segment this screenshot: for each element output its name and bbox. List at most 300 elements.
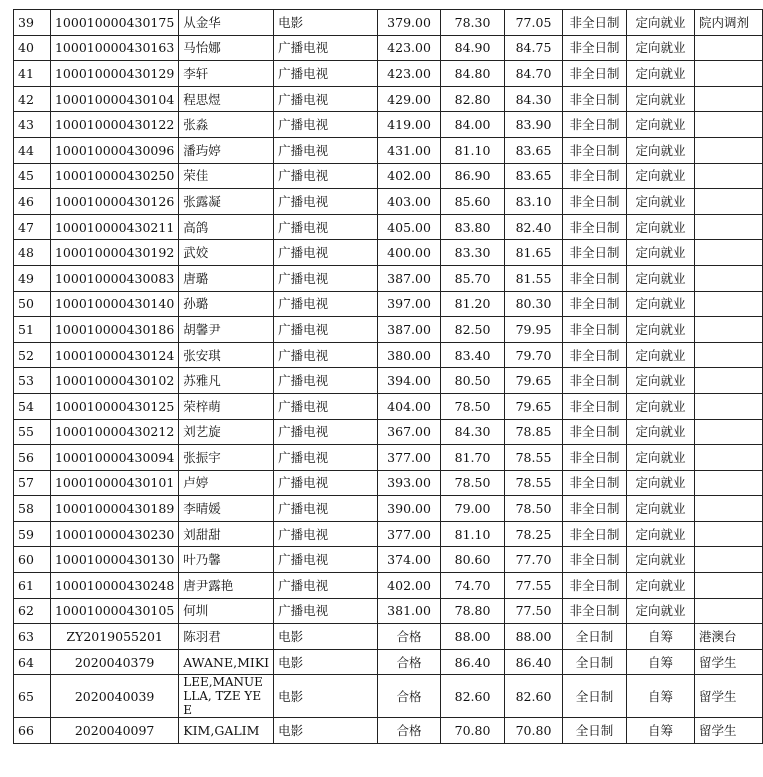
study-type-cell: 全日制 [563, 718, 627, 744]
candidate-id-cell: 100010000430186 [50, 317, 178, 343]
table-row [14, 35, 763, 61]
study-type-cell: 非全日制 [563, 598, 627, 624]
retest-score-cell: 86.90 [441, 163, 505, 189]
total-score-cell: 79.70 [505, 342, 563, 368]
candidate-name-cell: 武姣 [179, 240, 274, 266]
retest-score-cell: 81.10 [441, 521, 505, 547]
total-score-cell: 83.90 [505, 112, 563, 138]
enrollment-plan-cell: 自筹 [626, 649, 694, 675]
enrollment-plan-cell: 定向就业 [626, 445, 694, 471]
enrollment-plan-cell: 定向就业 [626, 393, 694, 419]
row-number-cell: 52 [14, 342, 51, 368]
study-type-cell: 非全日制 [563, 61, 627, 87]
total-score-cell: 84.70 [505, 61, 563, 87]
total-score-cell: 77.05 [505, 10, 563, 36]
enrollment-plan-cell: 自筹 [626, 624, 694, 650]
candidate-id-cell: ZY2019055201 [50, 624, 178, 650]
total-score-cell: 78.25 [505, 521, 563, 547]
row-number-cell: 45 [14, 163, 51, 189]
retest-score-cell: 82.50 [441, 317, 505, 343]
study-type-cell: 非全日制 [563, 112, 627, 138]
candidate-name-cell: 张淼 [179, 112, 274, 138]
candidate-name-cell: 苏雅凡 [179, 368, 274, 394]
study-type-cell: 非全日制 [563, 265, 627, 291]
table-row [14, 675, 763, 718]
table-row [14, 496, 763, 522]
retest-score-cell: 84.80 [441, 61, 505, 87]
major-cell: 广播电视 [274, 470, 378, 496]
initial-score-cell: 404.00 [378, 393, 441, 419]
major-cell: 电影 [274, 649, 378, 675]
remark-cell: 港澳台 [694, 624, 762, 650]
row-number-cell: 41 [14, 61, 51, 87]
study-type-cell: 全日制 [563, 649, 627, 675]
table-row [14, 573, 763, 599]
row-number-cell: 56 [14, 445, 51, 471]
candidate-name-cell: 何圳 [179, 598, 274, 624]
retest-score-cell: 83.30 [441, 240, 505, 266]
major-cell: 广播电视 [274, 573, 378, 599]
table-row [14, 112, 763, 138]
enrollment-plan-cell: 定向就业 [626, 214, 694, 240]
row-number-cell: 59 [14, 521, 51, 547]
study-type-cell: 非全日制 [563, 342, 627, 368]
study-type-cell: 非全日制 [563, 10, 627, 36]
table-row [14, 10, 763, 36]
major-cell: 广播电视 [274, 521, 378, 547]
candidate-id-cell: 100010000430126 [50, 189, 178, 215]
total-score-cell: 80.30 [505, 291, 563, 317]
remark-cell [694, 189, 762, 215]
remark-cell: 留学生 [694, 675, 762, 718]
enrollment-plan-cell: 定向就业 [626, 240, 694, 266]
row-number-cell: 44 [14, 137, 51, 163]
study-type-cell: 非全日制 [563, 137, 627, 163]
enrollment-plan-cell: 自筹 [626, 675, 694, 718]
major-cell: 广播电视 [274, 291, 378, 317]
enrollment-plan-cell: 定向就业 [626, 573, 694, 599]
initial-score-cell: 380.00 [378, 342, 441, 368]
candidate-name-cell: 张安琪 [179, 342, 274, 368]
major-cell: 广播电视 [274, 86, 378, 112]
row-number-cell: 49 [14, 265, 51, 291]
major-cell: 广播电视 [274, 445, 378, 471]
total-score-cell: 77.50 [505, 598, 563, 624]
enrollment-plan-cell: 定向就业 [626, 317, 694, 343]
initial-score-cell: 377.00 [378, 521, 441, 547]
study-type-cell: 非全日制 [563, 419, 627, 445]
remark-cell [694, 61, 762, 87]
study-type-cell: 非全日制 [563, 35, 627, 61]
total-score-cell: 83.10 [505, 189, 563, 215]
enrollment-plan-cell: 定向就业 [626, 10, 694, 36]
enrollment-plan-cell: 定向就业 [626, 189, 694, 215]
total-score-cell: 79.65 [505, 368, 563, 394]
row-number-cell: 46 [14, 189, 51, 215]
retest-score-cell: 84.00 [441, 112, 505, 138]
enrollment-plan-cell: 定向就业 [626, 342, 694, 368]
major-cell: 电影 [274, 10, 378, 36]
table-row [14, 624, 763, 650]
initial-score-cell: 403.00 [378, 189, 441, 215]
candidate-name-cell: 潘玙婷 [179, 137, 274, 163]
candidate-id-cell: 100010000430105 [50, 598, 178, 624]
total-score-cell: 83.65 [505, 137, 563, 163]
retest-score-cell: 81.10 [441, 137, 505, 163]
total-score-cell: 84.30 [505, 86, 563, 112]
row-number-cell: 47 [14, 214, 51, 240]
retest-score-cell: 78.30 [441, 10, 505, 36]
candidate-id-cell: 100010000430189 [50, 496, 178, 522]
enrollment-plan-cell: 定向就业 [626, 137, 694, 163]
major-cell: 广播电视 [274, 547, 378, 573]
retest-score-cell: 74.70 [441, 573, 505, 599]
retest-score-cell: 88.00 [441, 624, 505, 650]
candidate-name-cell: 从金华 [179, 10, 274, 36]
candidate-name-cell: 刘甜甜 [179, 521, 274, 547]
candidate-id-cell: 100010000430192 [50, 240, 178, 266]
total-score-cell: 82.60 [505, 675, 563, 718]
retest-score-cell: 84.90 [441, 35, 505, 61]
study-type-cell: 非全日制 [563, 163, 627, 189]
remark-cell [694, 265, 762, 291]
table-row [14, 598, 763, 624]
candidate-name-cell: 孙璐 [179, 291, 274, 317]
table-row [14, 189, 763, 215]
major-cell: 广播电视 [274, 163, 378, 189]
row-number-cell: 63 [14, 624, 51, 650]
total-score-cell: 79.65 [505, 393, 563, 419]
table-row [14, 547, 763, 573]
retest-score-cell: 83.40 [441, 342, 505, 368]
row-number-cell: 50 [14, 291, 51, 317]
total-score-cell: 78.85 [505, 419, 563, 445]
enrollment-plan-cell: 自筹 [626, 718, 694, 744]
major-cell: 广播电视 [274, 598, 378, 624]
total-score-cell: 77.55 [505, 573, 563, 599]
results-table-container [13, 9, 763, 744]
row-number-cell: 53 [14, 368, 51, 394]
major-cell: 广播电视 [274, 342, 378, 368]
retest-score-cell: 80.60 [441, 547, 505, 573]
major-cell: 电影 [274, 718, 378, 744]
initial-score-cell: 400.00 [378, 240, 441, 266]
results-table [13, 9, 763, 744]
remark-cell: 留学生 [694, 718, 762, 744]
candidate-name-cell: 李晴媛 [179, 496, 274, 522]
enrollment-plan-cell: 定向就业 [626, 496, 694, 522]
candidate-id-cell: 2020040379 [50, 649, 178, 675]
major-cell: 广播电视 [274, 112, 378, 138]
total-score-cell: 79.95 [505, 317, 563, 343]
retest-score-cell: 70.80 [441, 718, 505, 744]
enrollment-plan-cell: 定向就业 [626, 470, 694, 496]
row-number-cell: 58 [14, 496, 51, 522]
row-number-cell: 66 [14, 718, 51, 744]
retest-score-cell: 82.80 [441, 86, 505, 112]
retest-score-cell: 78.80 [441, 598, 505, 624]
row-number-cell: 54 [14, 393, 51, 419]
initial-score-cell: 387.00 [378, 265, 441, 291]
candidate-name-cell: 高鸽 [179, 214, 274, 240]
candidate-name-cell: 李轩 [179, 61, 274, 87]
candidate-id-cell: 100010000430211 [50, 214, 178, 240]
retest-score-cell: 80.50 [441, 368, 505, 394]
initial-score-cell: 387.00 [378, 317, 441, 343]
table-row [14, 265, 763, 291]
remark-cell [694, 547, 762, 573]
initial-score-cell: 397.00 [378, 291, 441, 317]
retest-score-cell: 79.00 [441, 496, 505, 522]
retest-score-cell: 78.50 [441, 470, 505, 496]
initial-score-cell: 402.00 [378, 163, 441, 189]
major-cell: 广播电视 [274, 419, 378, 445]
enrollment-plan-cell: 定向就业 [626, 368, 694, 394]
retest-score-cell: 85.60 [441, 189, 505, 215]
study-type-cell: 全日制 [563, 624, 627, 650]
major-cell: 广播电视 [274, 240, 378, 266]
table-row [14, 163, 763, 189]
retest-score-cell: 83.80 [441, 214, 505, 240]
major-cell: 广播电视 [274, 61, 378, 87]
enrollment-plan-cell: 定向就业 [626, 163, 694, 189]
candidate-name-cell: 唐尹露艳 [179, 573, 274, 599]
initial-score-cell: 379.00 [378, 10, 441, 36]
initial-score-cell: 419.00 [378, 112, 441, 138]
table-row [14, 86, 763, 112]
candidate-id-cell: 100010000430129 [50, 61, 178, 87]
initial-score-cell: 合格 [378, 624, 441, 650]
remark-cell [694, 35, 762, 61]
remark-cell [694, 291, 762, 317]
table-row [14, 521, 763, 547]
candidate-id-cell: 100010000430140 [50, 291, 178, 317]
major-cell: 电影 [274, 675, 378, 718]
candidate-name-cell: 荣佳 [179, 163, 274, 189]
candidate-id-cell: 100010000430122 [50, 112, 178, 138]
table-row [14, 393, 763, 419]
table-row [14, 342, 763, 368]
major-cell: 广播电视 [274, 137, 378, 163]
study-type-cell: 非全日制 [563, 547, 627, 573]
candidate-id-cell: 100010000430163 [50, 35, 178, 61]
row-number-cell: 42 [14, 86, 51, 112]
initial-score-cell: 431.00 [378, 137, 441, 163]
remark-cell [694, 496, 762, 522]
total-score-cell: 83.65 [505, 163, 563, 189]
major-cell: 广播电视 [274, 214, 378, 240]
study-type-cell: 非全日制 [563, 393, 627, 419]
study-type-cell: 非全日制 [563, 368, 627, 394]
initial-score-cell: 423.00 [378, 61, 441, 87]
table-row [14, 61, 763, 87]
remark-cell [694, 573, 762, 599]
candidate-name-cell: 张露凝 [179, 189, 274, 215]
total-score-cell: 84.75 [505, 35, 563, 61]
remark-cell [694, 342, 762, 368]
retest-score-cell: 85.70 [441, 265, 505, 291]
table-row [14, 470, 763, 496]
remark-cell: 院内调剂 [694, 10, 762, 36]
retest-score-cell: 84.30 [441, 419, 505, 445]
remark-cell: 留学生 [694, 649, 762, 675]
candidate-name-cell: 叶乃馨 [179, 547, 274, 573]
remark-cell [694, 598, 762, 624]
remark-cell [694, 137, 762, 163]
initial-score-cell: 393.00 [378, 470, 441, 496]
enrollment-plan-cell: 定向就业 [626, 598, 694, 624]
enrollment-plan-cell: 定向就业 [626, 265, 694, 291]
retest-score-cell: 78.50 [441, 393, 505, 419]
total-score-cell: 78.55 [505, 470, 563, 496]
enrollment-plan-cell: 定向就业 [626, 35, 694, 61]
candidate-name-cell: 刘艺旋 [179, 419, 274, 445]
row-number-cell: 65 [14, 675, 51, 718]
remark-cell [694, 214, 762, 240]
initial-score-cell: 合格 [378, 675, 441, 718]
candidate-name-cell: LEE,MANUELLA, TZE YEE [179, 675, 274, 718]
candidate-id-cell: 100010000430104 [50, 86, 178, 112]
candidate-id-cell: 100010000430096 [50, 137, 178, 163]
candidate-id-cell: 100010000430230 [50, 521, 178, 547]
row-number-cell: 43 [14, 112, 51, 138]
candidate-id-cell: 100010000430125 [50, 393, 178, 419]
total-score-cell: 82.40 [505, 214, 563, 240]
table-body [14, 10, 763, 744]
remark-cell [694, 163, 762, 189]
row-number-cell: 61 [14, 573, 51, 599]
table-row [14, 214, 763, 240]
initial-score-cell: 367.00 [378, 419, 441, 445]
candidate-id-cell: 100010000430094 [50, 445, 178, 471]
row-number-cell: 39 [14, 10, 51, 36]
major-cell: 广播电视 [274, 368, 378, 394]
row-number-cell: 51 [14, 317, 51, 343]
table-row [14, 317, 763, 343]
row-number-cell: 62 [14, 598, 51, 624]
enrollment-plan-cell: 定向就业 [626, 547, 694, 573]
study-type-cell: 非全日制 [563, 470, 627, 496]
enrollment-plan-cell: 定向就业 [626, 291, 694, 317]
retest-score-cell: 82.60 [441, 675, 505, 718]
study-type-cell: 非全日制 [563, 86, 627, 112]
table-row [14, 240, 763, 266]
candidate-name-cell: 卢婷 [179, 470, 274, 496]
row-number-cell: 57 [14, 470, 51, 496]
initial-score-cell: 405.00 [378, 214, 441, 240]
initial-score-cell: 合格 [378, 718, 441, 744]
candidate-id-cell: 100010000430101 [50, 470, 178, 496]
study-type-cell: 非全日制 [563, 214, 627, 240]
remark-cell [694, 393, 762, 419]
candidate-id-cell: 100010000430175 [50, 10, 178, 36]
retest-score-cell: 86.40 [441, 649, 505, 675]
enrollment-plan-cell: 定向就业 [626, 112, 694, 138]
retest-score-cell: 81.70 [441, 445, 505, 471]
remark-cell [694, 240, 762, 266]
candidate-name-cell: 荣梓萌 [179, 393, 274, 419]
table-row [14, 137, 763, 163]
major-cell: 广播电视 [274, 189, 378, 215]
initial-score-cell: 381.00 [378, 598, 441, 624]
candidate-id-cell: 100010000430102 [50, 368, 178, 394]
table-row [14, 368, 763, 394]
row-number-cell: 48 [14, 240, 51, 266]
candidate-id-cell: 2020040097 [50, 718, 178, 744]
total-score-cell: 81.65 [505, 240, 563, 266]
enrollment-plan-cell: 定向就业 [626, 86, 694, 112]
initial-score-cell: 390.00 [378, 496, 441, 522]
major-cell: 广播电视 [274, 35, 378, 61]
row-number-cell: 64 [14, 649, 51, 675]
row-number-cell: 40 [14, 35, 51, 61]
remark-cell [694, 521, 762, 547]
study-type-cell: 非全日制 [563, 240, 627, 266]
study-type-cell: 非全日制 [563, 317, 627, 343]
major-cell: 广播电视 [274, 317, 378, 343]
study-type-cell: 非全日制 [563, 189, 627, 215]
candidate-name-cell: 张振宇 [179, 445, 274, 471]
study-type-cell: 非全日制 [563, 573, 627, 599]
candidate-name-cell: 马怡娜 [179, 35, 274, 61]
candidate-id-cell: 100010000430124 [50, 342, 178, 368]
remark-cell [694, 112, 762, 138]
total-score-cell: 77.70 [505, 547, 563, 573]
table-row [14, 291, 763, 317]
table-row [14, 649, 763, 675]
initial-score-cell: 合格 [378, 649, 441, 675]
row-number-cell: 60 [14, 547, 51, 573]
candidate-name-cell: 程思煜 [179, 86, 274, 112]
study-type-cell: 全日制 [563, 675, 627, 718]
enrollment-plan-cell: 定向就业 [626, 419, 694, 445]
table-row [14, 445, 763, 471]
remark-cell [694, 368, 762, 394]
remark-cell [694, 419, 762, 445]
remark-cell [694, 470, 762, 496]
major-cell: 广播电视 [274, 393, 378, 419]
total-score-cell: 78.50 [505, 496, 563, 522]
candidate-id-cell: 100010000430083 [50, 265, 178, 291]
total-score-cell: 81.55 [505, 265, 563, 291]
remark-cell [694, 445, 762, 471]
initial-score-cell: 429.00 [378, 86, 441, 112]
initial-score-cell: 374.00 [378, 547, 441, 573]
initial-score-cell: 423.00 [378, 35, 441, 61]
candidate-id-cell: 100010000430250 [50, 163, 178, 189]
study-type-cell: 非全日制 [563, 521, 627, 547]
total-score-cell: 70.80 [505, 718, 563, 744]
table-row [14, 718, 763, 744]
study-type-cell: 非全日制 [563, 445, 627, 471]
study-type-cell: 非全日制 [563, 291, 627, 317]
candidate-id-cell: 100010000430248 [50, 573, 178, 599]
candidate-name-cell: KIM,GALIM [179, 718, 274, 744]
initial-score-cell: 394.00 [378, 368, 441, 394]
remark-cell [694, 86, 762, 112]
row-number-cell: 55 [14, 419, 51, 445]
enrollment-plan-cell: 定向就业 [626, 61, 694, 87]
candidate-name-cell: 胡馨尹 [179, 317, 274, 343]
major-cell: 广播电视 [274, 496, 378, 522]
candidate-name-cell: 唐璐 [179, 265, 274, 291]
table-row [14, 419, 763, 445]
study-type-cell: 非全日制 [563, 496, 627, 522]
candidate-id-cell: 2020040039 [50, 675, 178, 718]
total-score-cell: 86.40 [505, 649, 563, 675]
enrollment-plan-cell: 定向就业 [626, 521, 694, 547]
remark-cell [694, 317, 762, 343]
